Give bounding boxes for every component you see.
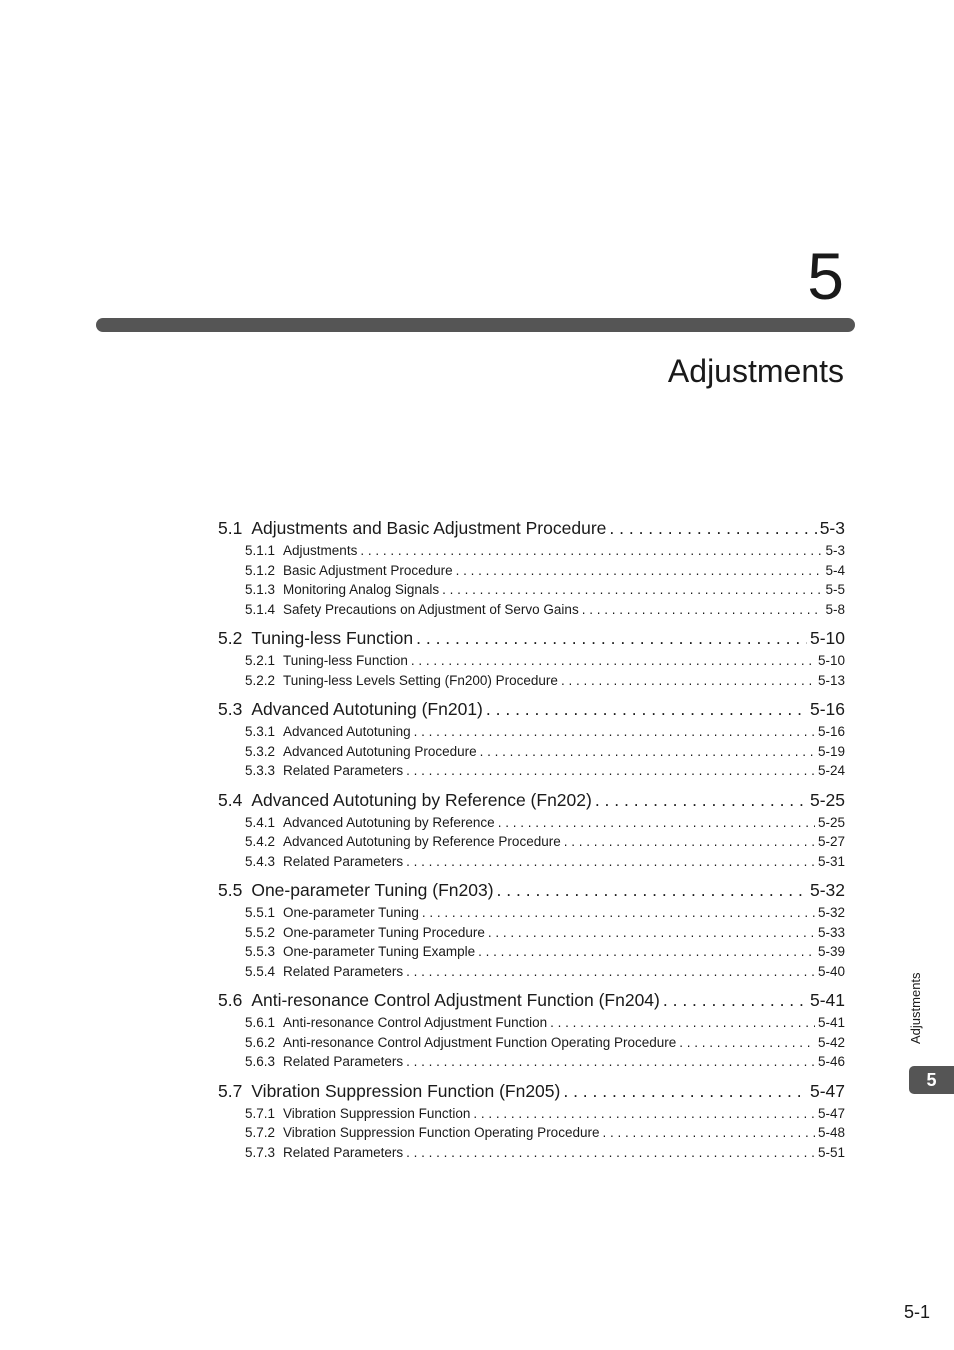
toc-entry-number: 5.5	[218, 880, 243, 900]
toc-entry-page: 5-51	[817, 1144, 845, 1160]
toc-entry-page: 5-46	[817, 1054, 845, 1069]
toc-subsection-entry[interactable]	[218, 942, 845, 962]
toc-entry-title: Advanced Autotuning (Fn201)	[251, 699, 483, 719]
toc-entry-number: 5.6.2	[245, 1034, 276, 1050]
toc-entry-title: Adjustments	[283, 543, 358, 558]
toc-entry-title: Advanced Autotuning by Reference	[283, 814, 495, 830]
toc-entry-title: One-parameter Tuning Example	[283, 944, 476, 959]
toc-dot-leader	[406, 1143, 815, 1163]
chapter-number: 5	[807, 239, 844, 313]
toc-subsection-entry[interactable]	[218, 962, 845, 982]
toc-entry-title: Adjustments and Basic Adjustment Procedure	[251, 518, 607, 538]
toc-entry-title: Advanced Autotuning Procedure	[283, 743, 477, 759]
toc-entry-page: 5-5	[825, 582, 845, 597]
toc-entry-number: 5.7	[218, 1080, 243, 1101]
toc-dot-leader	[663, 988, 807, 1012]
toc-entry-page: 5-39	[817, 944, 845, 959]
toc-entry-number: 5.5.4	[245, 963, 276, 979]
toc-subsection-entry[interactable]	[218, 923, 845, 943]
toc-section	[218, 788, 845, 872]
toc-entry-page: 5-32	[817, 905, 845, 920]
toc-entry-number: 5.3.3	[245, 763, 276, 778]
toc-section	[218, 1079, 845, 1163]
toc-section-entry[interactable]	[218, 988, 845, 1012]
toc-entry-page: 5-8	[825, 601, 845, 617]
toc-subsection-entry[interactable]	[218, 1013, 845, 1033]
toc-dot-leader	[414, 722, 815, 742]
toc-entry-page: 5-40	[817, 963, 845, 979]
toc-dot-leader	[497, 878, 807, 902]
toc-section-entry[interactable]	[218, 878, 845, 902]
toc-subsection-entry[interactable]	[218, 813, 845, 833]
toc-entry-number: 5.6	[218, 990, 243, 1010]
toc-entry-number: 5.7.2	[245, 1125, 276, 1140]
toc-entry-number: 5.1.3	[245, 582, 276, 597]
chapter-divider-bar	[96, 318, 855, 332]
toc-entry-page: 5-48	[817, 1125, 845, 1140]
toc-entry-title: Related Parameters	[283, 763, 404, 778]
toc-subsection-entry[interactable]	[218, 580, 845, 600]
toc-entry-number: 5.3.1	[245, 724, 276, 739]
toc-entry-page: 5-42	[817, 1034, 845, 1050]
toc-section-entry[interactable]	[218, 788, 845, 812]
toc-entry-number: 5.7.3	[245, 1144, 276, 1160]
toc-entry-title: Safety Precautions on Adjustment of Servo Gains	[283, 601, 579, 617]
toc-entry-page: 5-10	[817, 653, 845, 668]
toc-entry-number: 5.2.2	[245, 672, 276, 688]
toc-dot-leader	[411, 651, 815, 671]
toc-subsection-entry[interactable]	[218, 903, 845, 923]
toc-entry-number: 5.1	[218, 518, 243, 538]
toc-subsection-entry[interactable]	[218, 1052, 845, 1072]
toc-entry-number: 5.3	[218, 699, 243, 719]
toc-entry-title: Basic Adjustment Procedure	[283, 562, 453, 578]
toc-subsection-entry[interactable]	[218, 722, 845, 742]
toc-subsection-entry[interactable]	[218, 761, 845, 781]
toc-entry-page: 5-25	[817, 814, 845, 830]
toc-dot-leader	[498, 813, 815, 833]
toc-entry-number: 5.7.1	[245, 1105, 276, 1121]
toc-subsection-entry[interactable]	[218, 1033, 845, 1053]
toc-entry-title: Vibration Suppression Function Operating Procedure	[283, 1125, 600, 1140]
toc-dot-leader	[416, 626, 807, 650]
toc-entry-title: Tuning-less Function	[283, 653, 408, 668]
toc-entry-page: 5-33	[817, 924, 845, 940]
toc-entry-number: 5.1.2	[245, 562, 276, 578]
toc-entry-title: Monitoring Analog Signals	[283, 582, 440, 597]
chapter-title: Adjustments	[667, 353, 844, 389]
toc-entry-title: Anti-resonance Control Adjustment Function Operating Procedure	[283, 1034, 677, 1050]
toc-dot-leader	[486, 697, 807, 721]
toc-section-entry[interactable]	[218, 1079, 845, 1103]
toc-dot-leader	[406, 1052, 815, 1072]
toc-entry-title: Tuning-less Levels Setting (Fn200) Procedure	[283, 672, 558, 688]
toc-entry-number: 5.6.3	[245, 1054, 276, 1069]
toc-section	[218, 697, 845, 781]
toc-dot-leader	[550, 1013, 815, 1033]
side-tab-label: Adjustments	[908, 972, 923, 1044]
toc-dot-leader	[488, 923, 815, 943]
toc-entry-page: 5-24	[817, 763, 845, 778]
toc-entry-title: Anti-resonance Control Adjustment Function (Fn204)	[251, 990, 660, 1010]
toc-entry-number: 5.4.2	[245, 834, 276, 849]
toc-entry-title: Advanced Autotuning	[283, 724, 411, 739]
toc-entry-title: Advanced Autotuning by Reference Procedure	[283, 834, 561, 849]
toc-subsection-entry[interactable]	[218, 541, 845, 561]
toc-dot-leader	[442, 580, 822, 600]
toc-subsection-entry[interactable]	[218, 1123, 845, 1143]
toc-subsection-entry[interactable]	[218, 561, 845, 581]
toc-entry-page: 5-19	[817, 743, 845, 759]
toc-entry-number: 5.3.2	[245, 743, 276, 759]
toc-dot-leader	[478, 942, 815, 962]
toc-subsection-entry[interactable]	[218, 651, 845, 671]
toc-subsection-entry[interactable]	[218, 1104, 845, 1124]
toc-entry-title: One-parameter Tuning	[283, 905, 419, 920]
toc-entry-page: 5-16	[817, 724, 845, 739]
toc-dot-leader	[360, 541, 822, 561]
toc-dot-leader	[609, 516, 816, 540]
toc-entry-number: 5.5.1	[245, 905, 276, 920]
toc-dot-leader	[561, 671, 815, 691]
toc-dot-leader	[679, 1033, 815, 1053]
toc-entry-page: 5-13	[817, 672, 845, 688]
page-number: 5-1	[903, 1302, 930, 1322]
toc-entry-page: 5-16	[809, 699, 845, 719]
toc-entry-number: 5.1.1	[245, 543, 276, 558]
toc-entry-number: 5.2.1	[245, 653, 276, 668]
toc-entry-number: 5.2	[218, 628, 243, 648]
toc-entry-title: Vibration Suppression Function	[283, 1105, 471, 1121]
toc-dot-leader	[480, 742, 815, 762]
side-tab-chapter-number[interactable]: 5	[909, 1066, 954, 1094]
toc-subsection-entry[interactable]	[218, 671, 845, 691]
toc-entry-title: Related Parameters	[283, 1144, 404, 1160]
toc-entry-page: 5-25	[809, 789, 845, 810]
toc-entry-title: Anti-resonance Control Adjustment Function	[283, 1015, 548, 1030]
toc-entry-page: 5-3	[825, 543, 845, 558]
toc-entry-title: Advanced Autotuning by Reference (Fn202)	[251, 789, 592, 810]
toc-entry-title: Related Parameters	[283, 853, 404, 869]
toc-entry-page: 5-47	[817, 1105, 845, 1121]
toc-entry-page: 5-41	[817, 1015, 845, 1030]
toc-subsection-entry[interactable]	[218, 832, 845, 852]
toc-dot-leader	[563, 1079, 807, 1103]
toc-entry-title: Related Parameters	[283, 963, 404, 979]
toc-section	[218, 988, 845, 1072]
toc-section-entry[interactable]	[218, 697, 845, 721]
table-of-contents	[218, 516, 845, 1169]
toc-section-entry[interactable]	[218, 516, 845, 540]
toc-entry-number: 5.4	[218, 789, 243, 810]
toc-dot-leader	[406, 852, 815, 872]
toc-entry-page: 5-3	[819, 518, 845, 538]
toc-subsection-entry[interactable]	[218, 852, 845, 872]
toc-entry-title: Related Parameters	[283, 1054, 404, 1069]
toc-entry-title: Vibration Suppression Function (Fn205)	[251, 1080, 561, 1101]
toc-section	[218, 516, 845, 619]
toc-dot-leader	[422, 903, 815, 923]
toc-section	[218, 878, 845, 981]
toc-entry-title: One-parameter Tuning (Fn203)	[251, 880, 494, 900]
toc-section	[218, 626, 845, 690]
toc-entry-page: 5-47	[809, 1080, 845, 1101]
toc-entry-number: 5.5.2	[245, 924, 276, 940]
toc-entry-page: 5-10	[809, 628, 845, 648]
toc-dot-leader	[406, 761, 815, 781]
toc-entry-title: Tuning-less Function	[251, 628, 414, 648]
toc-subsection-entry[interactable]	[218, 600, 845, 620]
toc-subsection-entry[interactable]	[218, 1143, 845, 1163]
toc-dot-leader	[456, 561, 823, 581]
toc-entry-number: 5.4.3	[245, 853, 276, 869]
toc-dot-leader	[564, 832, 815, 852]
toc-entry-number: 5.4.1	[245, 814, 276, 830]
toc-entry-page: 5-32	[809, 880, 845, 900]
toc-dot-leader	[595, 788, 807, 812]
toc-dot-leader	[406, 962, 815, 982]
toc-entry-number: 5.1.4	[245, 601, 276, 617]
toc-entry-page: 5-31	[817, 853, 845, 869]
toc-entry-page: 5-4	[825, 562, 845, 578]
toc-entry-title: One-parameter Tuning Procedure	[283, 924, 485, 940]
toc-entry-page: 5-27	[817, 834, 845, 849]
toc-section-entry[interactable]	[218, 626, 845, 650]
toc-dot-leader	[582, 600, 823, 620]
toc-entry-number: 5.6.1	[245, 1015, 276, 1030]
toc-entry-number: 5.5.3	[245, 944, 276, 959]
toc-dot-leader	[473, 1104, 815, 1124]
toc-entry-page: 5-41	[809, 990, 845, 1010]
toc-dot-leader	[602, 1123, 814, 1143]
toc-subsection-entry[interactable]	[218, 742, 845, 762]
